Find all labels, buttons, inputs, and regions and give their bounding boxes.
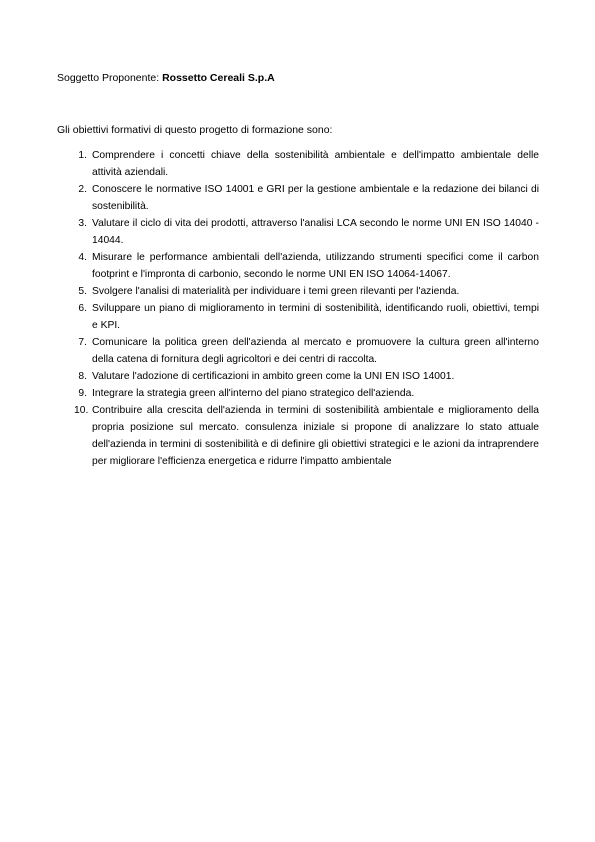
objectives-list bbox=[74, 147, 539, 470]
objective-text: Misurare le performance ambientali dell'azienda, utilizzando strumenti specifici come il carbon footprint e l'impronta di carbonio, secondo le norme UNI EN ISO 14064-14067. bbox=[92, 252, 539, 280]
objective-item-4 bbox=[74, 249, 539, 283]
objective-item-2 bbox=[74, 181, 539, 215]
objective-number: 4. bbox=[78, 252, 87, 263]
objective-item-3 bbox=[74, 215, 539, 249]
objective-text: Valutare l'adozione di certificazioni in ambito green come la UNI EN ISO 14001. bbox=[92, 371, 455, 382]
objective-text: Integrare la strategia green all'interno del piano strategico dell'azienda. bbox=[92, 388, 415, 399]
objective-text: Svolgere l'analisi di materialità per individuare i temi green rilevanti per l'azienda. bbox=[92, 286, 460, 297]
objective-text: Contribuire alla crescita dell'azienda in termini di sostenibilità ambientale e miglioramento della propria posizione sul mercato. consulenza iniziale si propone di analizzare lo stato attuale dell'azienda in termini di sostenibilità e di definire gli obiettivi strategici e le azioni da intraprendere per migliorare l'efficienza energetica e ridurre l'impatto ambientale bbox=[92, 405, 539, 467]
objective-item-5 bbox=[74, 283, 539, 300]
objective-number: 8. bbox=[78, 371, 87, 382]
objective-item-8 bbox=[74, 368, 539, 385]
proponent-label: Soggetto Proponente: bbox=[57, 72, 163, 84]
objective-item-1 bbox=[74, 147, 539, 181]
objective-item-9 bbox=[74, 385, 539, 402]
proponent-name: Rossetto Cereali S.p.A bbox=[162, 72, 275, 84]
objective-number: 1. bbox=[78, 150, 87, 161]
objective-item-6 bbox=[74, 300, 539, 334]
objective-number: 5. bbox=[78, 286, 87, 297]
proponent-line bbox=[57, 71, 275, 85]
objective-number: 2. bbox=[78, 184, 87, 195]
objective-number: 10. bbox=[74, 405, 89, 416]
objective-text: Comunicare la politica green dell'azienda al mercato e promuovere la cultura green all'interno della catena di fornitura degli agricoltori e dei centri di raccolta. bbox=[92, 337, 539, 365]
objective-number: 6. bbox=[78, 303, 87, 314]
objective-item-7 bbox=[74, 334, 539, 368]
objective-text: Sviluppare un piano di miglioramento in termini di sostenibilità, identificando ruoli, obiettivi, tempi e KPI. bbox=[92, 303, 539, 331]
objective-number: 9. bbox=[78, 388, 87, 399]
objective-item-10 bbox=[74, 402, 539, 470]
objectives-intro: Gli obiettivi formativi di questo progetto di formazione sono: bbox=[57, 124, 333, 136]
objective-text: Valutare il ciclo di vita dei prodotti, attraverso l'analisi LCA secondo le norme UNI EN ISO 14040 - 14044. bbox=[92, 218, 539, 246]
objective-text: Comprendere i concetti chiave della sostenibilità ambientale e dell'impatto ambientale delle attività aziendali. bbox=[92, 150, 539, 178]
objective-number: 7. bbox=[78, 337, 87, 348]
objective-text: Conoscere le normative ISO 14001 e GRI per la gestione ambientale e la redazione dei bilanci di sostenibilità. bbox=[92, 184, 539, 212]
objective-number: 3. bbox=[78, 218, 87, 229]
